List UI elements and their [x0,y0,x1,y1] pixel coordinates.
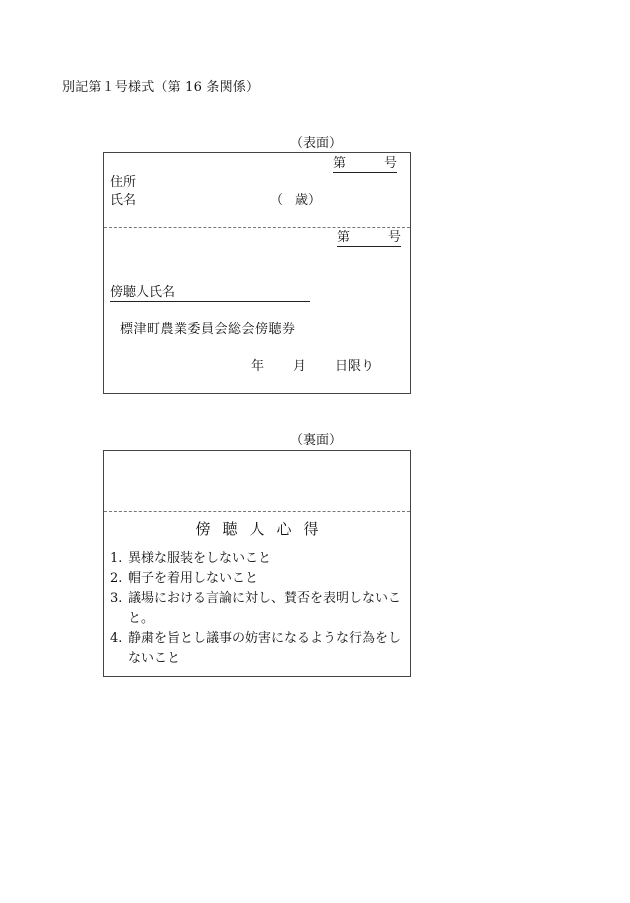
list-item [110,549,406,569]
date-year: 年 [251,359,265,374]
cut-line [104,511,410,512]
list-item [110,569,406,589]
number-suffix: 号 [387,230,401,245]
ticket-number-stub [337,231,401,247]
ticket-back [103,450,411,677]
number-prefix: 第 [337,230,351,245]
age-open-paren: （ [270,193,284,208]
listener-name-label: 傍聴人氏名 [110,285,176,300]
rules-list [110,549,406,669]
date-day-limit: 日限り [335,359,375,374]
name-label: 氏名 [110,193,137,208]
listener-name-field [110,286,310,302]
address-label: 住所 [110,175,137,190]
list-item [110,589,406,629]
ticket-number-top [333,157,397,173]
list-item [110,629,406,669]
back-side-label: （裏面） [290,433,343,448]
form-title: 別記第１号様式（第 16 条関係） [62,80,260,95]
number-suffix: 号 [383,156,397,171]
rule-number: 1. [110,551,123,566]
rule-number: 2. [110,571,123,586]
date-month: 月 [293,359,307,374]
rule-text: 異様な服装をしないこと [128,551,272,566]
ticket-title: 標津町農業委員会総会傍聴券 [120,322,296,337]
age-label: 歳） [295,193,322,208]
rule-number: 4. [110,631,123,646]
ticket-front [103,152,411,394]
rule-text: 静粛を旨とし議事の妨害になるような行為をしないこと [128,631,402,666]
front-side-label: （表面） [290,136,343,151]
number-prefix: 第 [333,156,347,171]
rule-text: 帽子を着用しないこと [128,571,259,586]
rules-title: 傍聴人心得 [195,520,331,538]
rule-number: 3. [110,591,123,606]
rule-text: 議場における言論に対し、賛否を表明しないこと。 [128,591,402,626]
cut-line [104,227,410,228]
